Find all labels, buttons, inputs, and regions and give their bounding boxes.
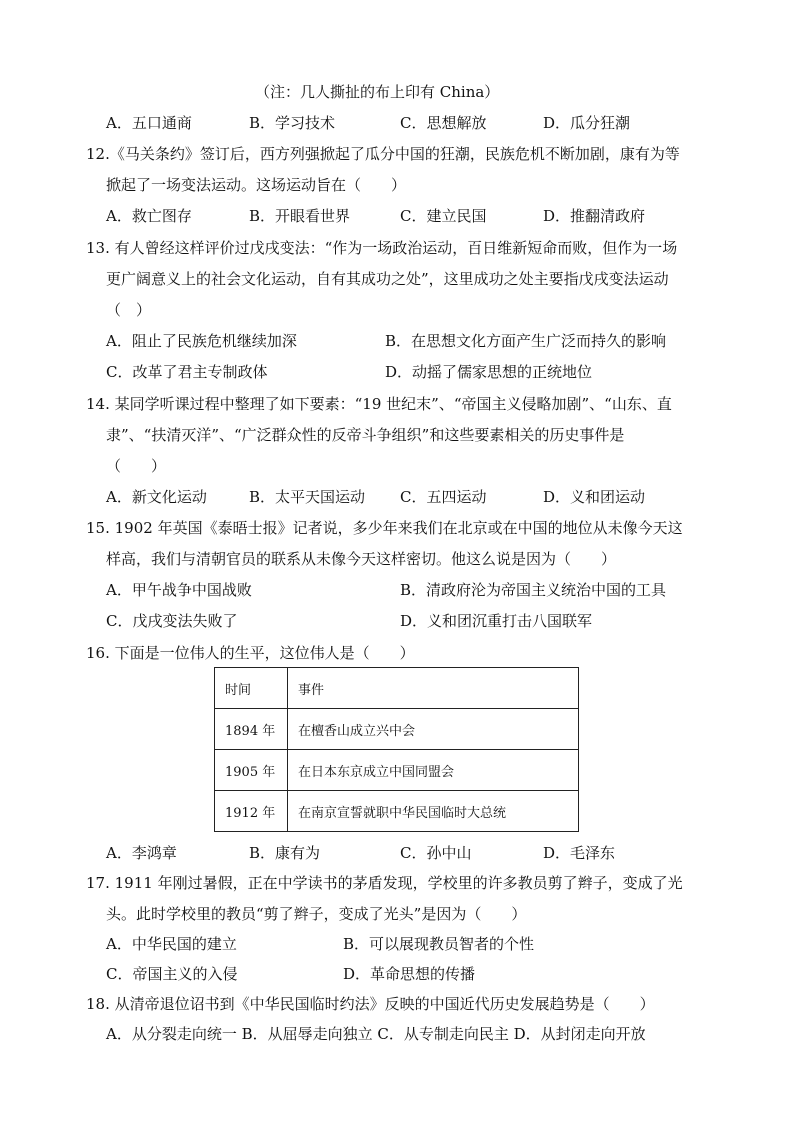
biography-table — [214, 667, 579, 832]
q16-option-a: A．李鸿章 — [106, 844, 177, 862]
table-cell-event: 在日本东京成立中国同盟会 — [288, 750, 579, 791]
q16-option-b: B．康有为 — [249, 844, 321, 862]
q18-stem-line1: 18. 从清帝退位诏书到《中华民国临时约法》反映的中国近代历史发展趋势是（ ） — [86, 995, 655, 1013]
q14-option-a: A．新文化运动 — [106, 488, 207, 506]
q11-option-a: A．五口通商 — [106, 114, 192, 132]
q15-stem-line2: 样高，我们与清朝官员的联系从未像今天这样密切。他这么说是因为（ ） — [106, 550, 617, 568]
q14-stem-line3: （ ） — [106, 457, 167, 475]
q16-stem-line1: 16. 下面是一位伟人的生平，这位伟人是（ ） — [86, 644, 415, 662]
q15-option-c: C．戊戌变法失败了 — [106, 612, 238, 630]
q13-option-d: D．动摇了儒家思想的正统地位 — [385, 363, 593, 381]
table-cell-event: 在檀香山成立兴中会 — [288, 709, 579, 750]
q12-option-a: A．救亡图存 — [106, 207, 192, 225]
q15-stem-line1: 15. 1902 年英国《泰晤士报》记者说，多少年来我们在北京或在中国的地位从未像今天这 — [86, 519, 683, 537]
q12-option-c: C．建立民国 — [400, 207, 487, 225]
q16-option-d: D．毛泽东 — [543, 844, 616, 862]
q13-stem-line1: 13. 有人曾经这样评价过戊戌变法：“作为一场政治运动，百日维新短命而败，但作为一场 — [86, 239, 678, 257]
q14-option-b: B．太平天国运动 — [249, 488, 366, 506]
table-header-row — [215, 668, 579, 709]
q14-option-c: C．五四运动 — [400, 488, 487, 506]
q13-stem-line3: （ ） — [106, 301, 152, 319]
q11-option-b: B．学习技术 — [249, 114, 336, 132]
table-cell-event: 在南京宣誓就职中华民国临时大总统 — [288, 791, 579, 832]
q17-option-c: C．帝国主义的入侵 — [106, 965, 238, 983]
q14-stem-line2: 隶”、“扶清灭洋”、“广泛群众性的反帝斗争组织”和这些要素相关的历史事件是 — [106, 426, 625, 444]
q11-option-d: D．瓜分狂潮 — [543, 114, 631, 132]
q12-stem-line2: 掀起了一场变法运动。这场运动旨在（ ） — [106, 176, 407, 194]
q11-option-c: C．思想解放 — [400, 114, 487, 132]
q14-stem-line1: 14. 某同学听课过程中整理了如下要素：“19 世纪末”、“帝国主义侵略加剧”、“山东、直 — [86, 395, 672, 413]
q12-option-b: B．开眼看世界 — [249, 207, 351, 225]
table-header-event: 事件 — [288, 668, 579, 709]
q17-stem-line2: 头。此时学校里的教员“剪了辫子，变成了光头”是因为（ ） — [106, 905, 527, 923]
figure-note: （注：几人撕扯的布上印有 China） — [255, 83, 500, 101]
table-row — [215, 750, 579, 791]
q18-options-line: A．从分裂走向统一 B．从屈辱走向独立 C．从专制走向民主 D．从封闭走向开放 — [106, 1025, 646, 1043]
table-header-time: 时间 — [215, 668, 288, 709]
q17-stem-line1: 17. 1911 年刚过暑假，正在中学读书的茅盾发现，学校里的许多教员剪了辫子，变成了光 — [86, 874, 683, 892]
q12-stem-line1: 12.《马关条约》签订后，西方列强掀起了瓜分中国的狂潮，民族危机不断加剧，康有为等 — [86, 145, 680, 163]
table-cell-time: 1912 年 — [215, 791, 288, 832]
q13-option-b: B．在思想文化方面产生广泛而持久的影响 — [385, 332, 667, 350]
q14-option-d: D．义和团运动 — [543, 488, 646, 506]
table-cell-time: 1905 年 — [215, 750, 288, 791]
q17-option-b: B．可以展现教员智者的个性 — [343, 935, 535, 953]
table-row — [215, 709, 579, 750]
q12-option-d: D．推翻清政府 — [543, 207, 646, 225]
q15-option-d: D．义和团沉重打击八国联军 — [400, 612, 593, 630]
table-cell-time: 1894 年 — [215, 709, 288, 750]
q13-option-c: C．改革了君主专制政体 — [106, 363, 268, 381]
q15-option-a: A．甲午战争中国战败 — [106, 581, 252, 599]
table-row — [215, 791, 579, 832]
q17-option-d: D．革命思想的传播 — [343, 965, 476, 983]
q16-option-c: C．孙中山 — [400, 844, 472, 862]
q13-stem-line2: 更广阔意义上的社会文化运动，自有其成功之处”，这里成功之处主要指戊戌变法运动 — [106, 270, 669, 288]
q17-option-a: A．中华民国的建立 — [106, 935, 237, 953]
q13-option-a: A．阻止了民族危机继续加深 — [106, 332, 297, 350]
q15-option-b: B．清政府沦为帝国主义统治中国的工具 — [400, 581, 667, 599]
